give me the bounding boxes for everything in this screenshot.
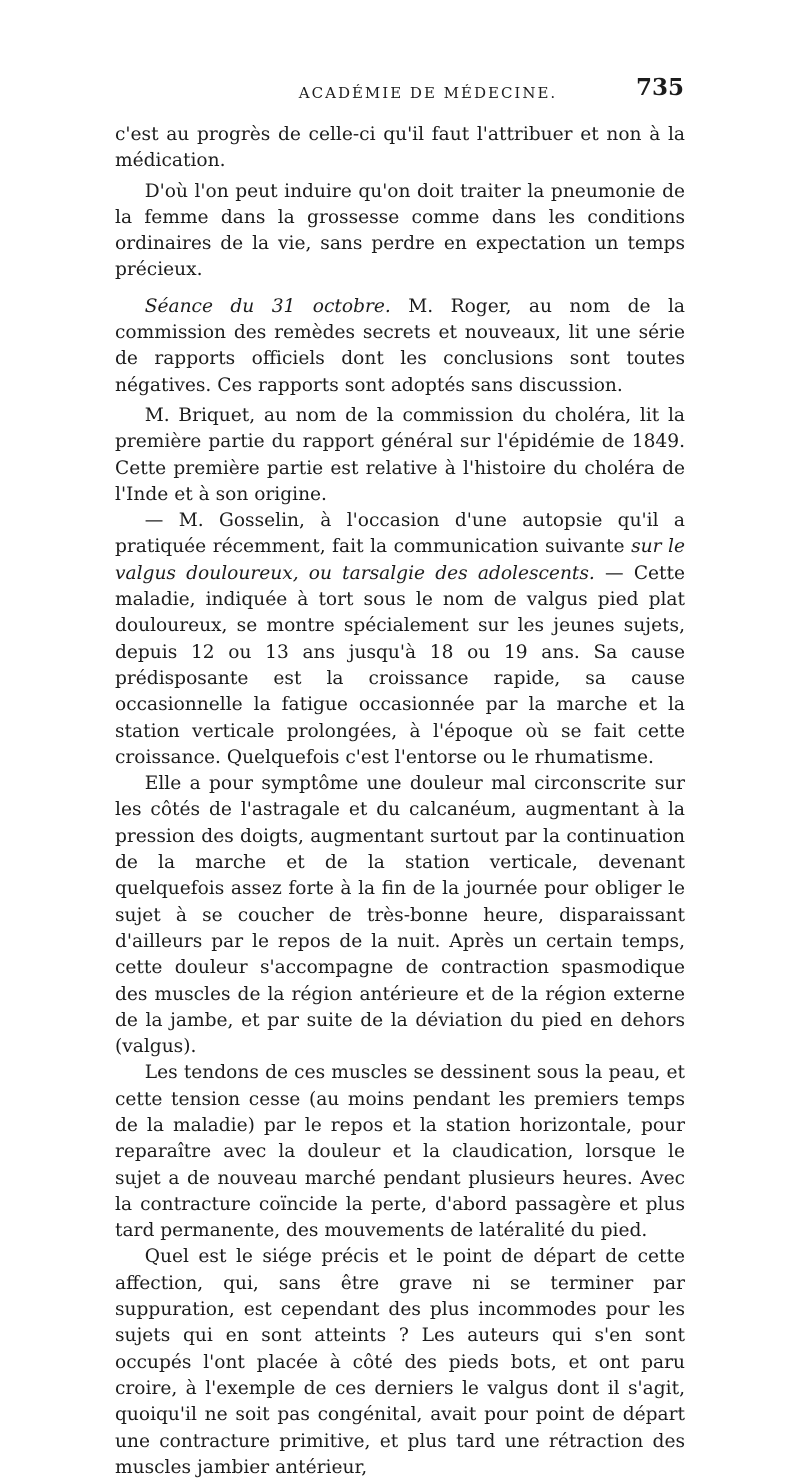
running-head: ACADÉMIE DE MÉDECINE. — [298, 84, 558, 102]
paragraph-briquet — [115, 403, 685, 508]
paragraph-text: M. Roger, au nom de la commission des remèdes secrets et nouveaux, lit une série de rapports officiels dont les conclusions sont toutes négatives. Ces rapports sont adoptés sans discussion. — [115, 295, 685, 396]
session-date: Séance du 31 octobre. — [144, 295, 391, 317]
paragraph-text: c'est au progrès de celle-ci qu'il faut l'attribuer et non à la médication. — [115, 124, 685, 172]
paragraph-symptoms — [115, 771, 685, 1060]
paragraph-tendons — [115, 1060, 685, 1244]
paragraph-text: D'où l'on peut induire qu'on doit traiter la pneumonie de la femme dans la grossesse comme dans les conditions ordinaires de la vie, sans perdre en expectation un temps précieux. — [115, 180, 685, 281]
paragraph-text: M. Briquet, au nom de la commission du choléra, lit la première partie du rapport général sur l'épidémie de 1849. Cette première partie est relative à l'histoire du choléra de l'Inde et à son origine. — [115, 404, 685, 505]
paragraph-gosselin — [115, 508, 685, 771]
page-header — [172, 74, 684, 114]
paragraph-conclusion — [115, 179, 685, 284]
paragraph-siege — [115, 1244, 685, 1481]
paragraph-text: — M. Gosselin, à l'occasion d'une autopsie qu'il a pratiquée récemment, fait la communication suivante — [115, 510, 685, 558]
paragraph-text: Les tendons de ces muscles se dessinent sous la peau, et cette tension cesse (au moins pendant les premiers temps de la maladie) par le repos et la station horizontale, pour reparaître avec la douleur et la claudication, lorsque le sujet a de nouveau marché pendant plusieurs heures. Avec la contracture coïncide la perte, d'abord passagère et plus tard permanente, des mouvements de latéralité du pied. — [115, 1062, 685, 1242]
body-text — [115, 122, 685, 1481]
page-number: 735 — [635, 74, 684, 101]
paragraph-text: Elle a pour symptôme une douleur mal circonscrite sur les côtés de l'astragale et du calcanéum, augmentant à la pression des doigts, augmentant surtout par la continuation de la marche et de la station verticale, devenant quelquefois assez forte à la fin de la journée pour obliger le sujet à se coucher de très-bonne heure, disparaissant d'ailleurs par le repos de la nuit. Après un certain temps, cette douleur s'accompagne de contraction spasmodique des muscles de la région antérieure et de la région externe de la jambe, et par suite de la déviation du pied en dehors (valgus). — [115, 773, 685, 1058]
paragraph-text: — Cette maladie, indiquée à tort sous le nom de valgus pied plat douloureux, se montre spécialement sur les jeunes sujets, depuis 12 ou 13 ans jusqu'à 18 ou 19 ans. Sa cause prédisposante est la croissance rapide, sa cause occasionnelle la fatigue occasionnée par la marche et la station verticale prolongées, à l'époque où se fait cette croissance. Quelquefois c'est l'entorse ou le rhumatisme. — [115, 562, 685, 768]
paragraph-continuation — [115, 122, 685, 175]
communication-title: sur le valgus douloureux, ou tarsalgie des adolescents. — [115, 536, 685, 584]
paragraph-seance — [115, 294, 685, 399]
paragraph-text: Quel est le siége précis et le point de départ de cette affection, qui, sans être grave ni se terminer par suppuration, est cependant des plus incommodes pour les sujets qui en sont atteints ? Les auteurs qui s'en sont occupés l'ont placée à côté des pieds bots, et ont paru croire, à l'exemple de ces derniers le valgus dont il s'agit, quoiqu'il ne soit pas congénital, avait pour point de départ une contracture primitive, et plus tard une rétraction des muscles jambier antérieur, — [115, 1246, 685, 1478]
